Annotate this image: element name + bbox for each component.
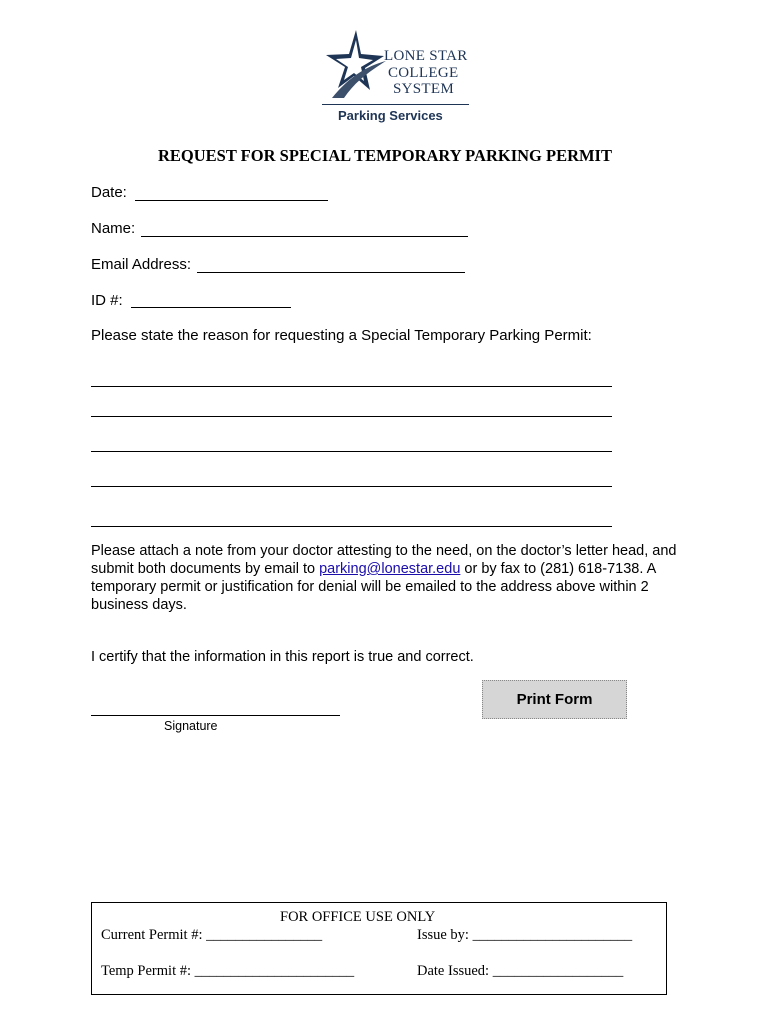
office-heading: FOR OFFICE USE ONLY (280, 909, 436, 925)
issue-by-field: Issue by: ______________________ (417, 927, 633, 943)
instructions-paragraph (91, 542, 691, 614)
logo-line-2: COLLEGE (388, 65, 459, 81)
date-field[interactable] (135, 200, 328, 201)
instructions-text-1: Please attach a note from your doctor attesting to the need, on the doctor’s letter head, and submit both documents by email to (91, 543, 677, 577)
office-use-box (91, 902, 667, 995)
print-form-button[interactable]: Print Form (482, 680, 627, 719)
date-label: Date: (91, 184, 127, 201)
name-label: Name: (91, 220, 136, 237)
logo-divider (322, 104, 469, 105)
logo-line-3: SYSTEM (393, 81, 454, 97)
date-issued-field: Date Issued: __________________ (417, 963, 624, 979)
id-label: ID #: (91, 292, 123, 309)
logo-line-1: LONE STAR (384, 48, 468, 64)
page-title: REQUEST FOR SPECIAL TEMPORARY PARKING PERMIT (158, 146, 612, 165)
email-link[interactable]: parking@lonestar.edu (319, 561, 461, 577)
temp-permit-field: Temp Permit #: ______________________ (101, 963, 355, 979)
reason-line-5[interactable] (91, 526, 612, 527)
signature-label: Signature (164, 719, 218, 733)
instructions-text-2: or by fax to (281) 618-7138. A temporary permit or justification for denial will be emailed to the address above within 2 business days. (91, 561, 656, 613)
signature-field[interactable] (91, 715, 340, 716)
name-field[interactable] (141, 236, 468, 237)
reason-line-4[interactable] (91, 486, 612, 487)
email-label: Email Address: (91, 256, 192, 273)
reason-line-3[interactable] (91, 451, 612, 452)
star-swoosh-icon (318, 28, 388, 106)
email-field[interactable] (197, 272, 465, 273)
logo (318, 28, 473, 128)
id-field[interactable] (131, 307, 291, 308)
reason-prompt: Please state the reason for requesting a Special Temporary Parking Permit: (91, 327, 592, 344)
current-permit-field: Current Permit #: ________________ (101, 927, 323, 943)
reason-line-1[interactable] (91, 386, 612, 387)
logo-subtitle: Parking Services (338, 108, 443, 123)
reason-line-2[interactable] (91, 416, 612, 417)
certify-statement: I certify that the information in this report is true and correct. (91, 649, 474, 665)
